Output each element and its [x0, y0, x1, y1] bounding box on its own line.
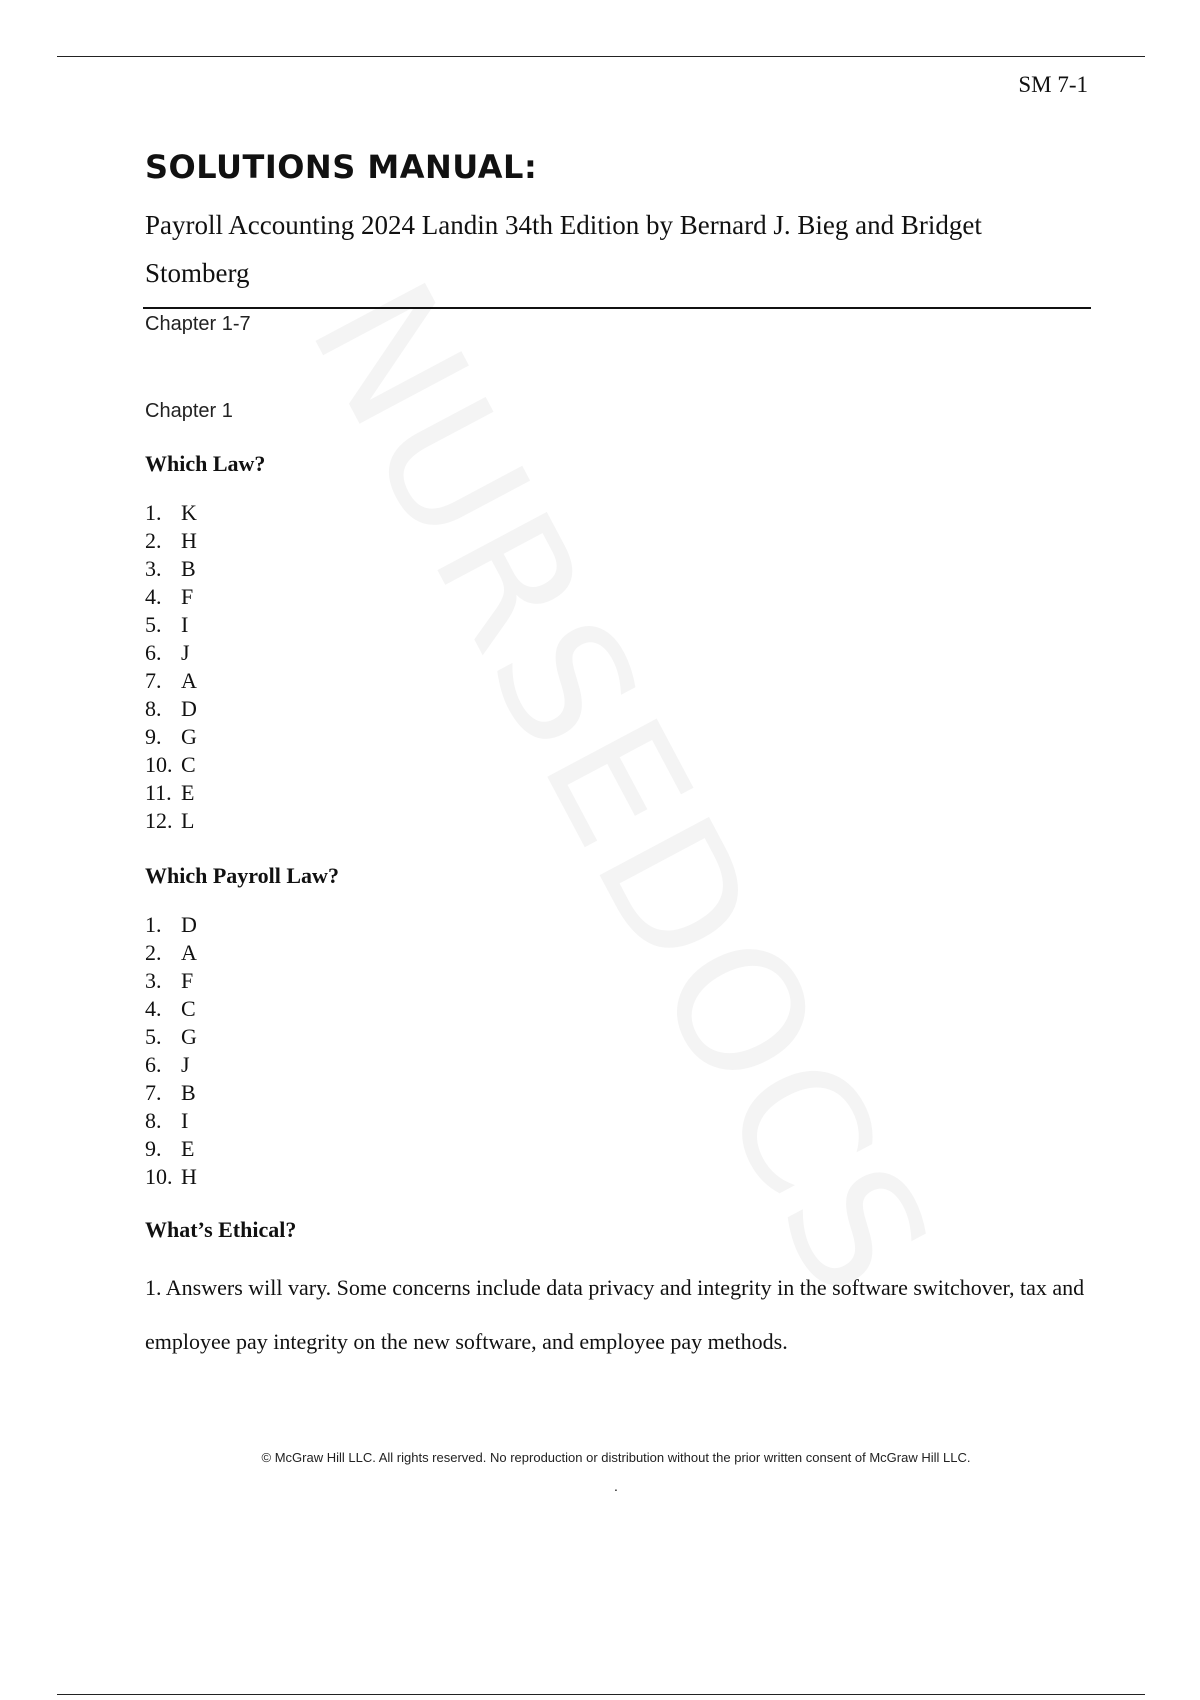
answer-letter: G — [181, 1024, 197, 1050]
answer-item — [145, 1023, 1090, 1051]
answer-number: 1. — [145, 912, 162, 938]
answer-list-which-law — [145, 499, 1090, 835]
copyright-footer: © McGraw Hill LLC. All rights reserved. No reproduction or distribution without the prior written consent of McGraw Hill LLC. — [261, 1450, 971, 1465]
answer-letter: I — [181, 1108, 189, 1134]
answer-item — [145, 723, 1090, 751]
ethics-answer-paragraph: 1. Answers will vary. Some concerns include data privacy and integrity in the software switchover, tax and employee pay integrity on the new software, and employee pay methods. — [145, 1275, 1085, 1355]
answer-item — [145, 1163, 1090, 1191]
answer-number: 10. — [145, 752, 173, 778]
answer-number: 3. — [145, 968, 162, 994]
section-heading-whats-ethical: What’s Ethical? — [145, 1217, 297, 1243]
document-title: SOLUTIONS MANUAL: — [145, 148, 538, 186]
answer-item — [145, 751, 1090, 779]
answer-item — [145, 911, 1090, 939]
answer-item — [145, 639, 1090, 667]
answer-number: 3. — [145, 556, 162, 582]
answer-item — [145, 779, 1090, 807]
answer-number: 7. — [145, 1080, 162, 1106]
answer-number: 11. — [145, 780, 172, 806]
answer-item — [145, 611, 1090, 639]
answer-letter: C — [181, 752, 196, 778]
answer-letter: A — [181, 668, 197, 694]
answer-number: 7. — [145, 668, 162, 694]
chapter-range-label: Chapter 1-7 — [145, 313, 251, 336]
page-identifier: SM 7-1 — [1018, 72, 1088, 97]
answer-number: 1. — [145, 500, 162, 526]
answer-letter: C — [181, 996, 196, 1022]
answer-number: 2. — [145, 940, 162, 966]
answer-letter: I — [181, 612, 189, 638]
answer-letter: E — [181, 780, 195, 806]
answer-item — [145, 1079, 1090, 1107]
answer-letter: H — [181, 1164, 197, 1190]
answer-number: 10. — [145, 1164, 173, 1190]
answer-item — [145, 695, 1090, 723]
answer-letter: B — [181, 556, 196, 582]
answer-item — [145, 807, 1090, 835]
answer-letter: K — [181, 500, 197, 526]
answer-letter: J — [181, 640, 190, 666]
answer-letter: G — [181, 724, 197, 750]
answer-number: 6. — [145, 1052, 162, 1078]
answer-number: 12. — [145, 808, 173, 834]
section-heading-which-payroll-law: Which Payroll Law? — [145, 863, 339, 889]
answer-item — [145, 939, 1090, 967]
document-body — [145, 150, 1090, 1369]
answer-letter: L — [181, 808, 195, 834]
answer-item — [145, 667, 1090, 695]
answer-number: 8. — [145, 1108, 162, 1134]
answer-number: 6. — [145, 640, 162, 666]
answer-item — [145, 555, 1090, 583]
answer-number: 8. — [145, 696, 162, 722]
answer-number: 5. — [145, 612, 162, 638]
answer-number: 9. — [145, 724, 162, 750]
answer-letter: B — [181, 1080, 196, 1106]
section-heading-which-law: Which Law? — [145, 451, 266, 477]
answer-number: 5. — [145, 1024, 162, 1050]
answer-number: 4. — [145, 996, 162, 1022]
answer-item — [145, 1135, 1090, 1163]
answer-letter: J — [181, 1052, 190, 1078]
answer-letter: E — [181, 1136, 195, 1162]
answer-number: 2. — [145, 528, 162, 554]
answer-item — [145, 527, 1090, 555]
answer-item — [145, 995, 1090, 1023]
answer-item — [145, 1051, 1090, 1079]
answer-item — [145, 583, 1090, 611]
chapter-label: Chapter 1 — [145, 400, 233, 423]
answer-item — [145, 499, 1090, 527]
answer-letter: H — [181, 528, 197, 554]
answer-item — [145, 967, 1090, 995]
answer-item — [145, 1107, 1090, 1135]
footer-dot: . — [614, 1478, 618, 1494]
answer-letter: D — [181, 696, 197, 722]
top-rule — [57, 56, 1145, 57]
answer-list-which-payroll-law — [145, 911, 1090, 1191]
book-subtitle: Payroll Accounting 2024 Landin 34th Edition by Bernard J. Bieg and Bridget Stomberg — [145, 210, 982, 289]
bottom-rule — [57, 1694, 1145, 1695]
answer-letter: F — [181, 584, 194, 610]
answer-letter: F — [181, 968, 194, 994]
answer-letter: A — [181, 940, 197, 966]
answer-number: 9. — [145, 1136, 162, 1162]
answer-number: 4. — [145, 584, 162, 610]
answer-letter: D — [181, 912, 197, 938]
title-divider — [143, 307, 1091, 309]
